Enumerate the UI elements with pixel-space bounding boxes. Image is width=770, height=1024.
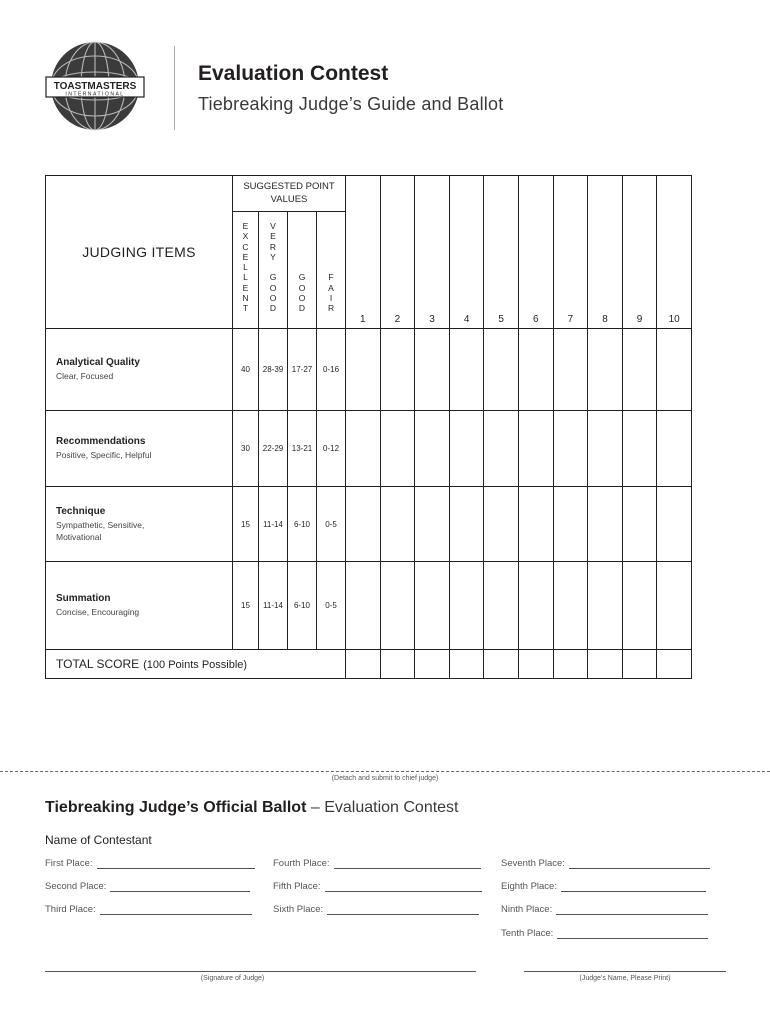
item-recommendations: Recommendations Positive, Specific, Helpful	[46, 411, 233, 487]
total-cell[interactable]	[484, 650, 519, 679]
total-row	[46, 650, 692, 679]
value-excellent: 40	[233, 329, 259, 411]
score-cell[interactable]	[518, 487, 553, 562]
toastmasters-logo	[42, 40, 148, 132]
value-excellent: 15	[233, 562, 259, 650]
value-fair: 0-16	[317, 329, 346, 411]
score-cell[interactable]	[622, 487, 657, 562]
score-cell[interactable]	[588, 411, 623, 487]
score-cell[interactable]	[518, 411, 553, 487]
score-cell[interactable]	[380, 487, 415, 562]
total-cell[interactable]	[518, 650, 553, 679]
first-place-field[interactable]: First Place:	[45, 858, 255, 869]
value-fair: 0-12	[317, 411, 346, 487]
contestant-col-7: 7	[553, 176, 588, 329]
score-cell[interactable]	[588, 329, 623, 411]
score-cell[interactable]	[553, 329, 588, 411]
item-technique: Technique Sympathetic, Sensitive, Motivational	[46, 487, 233, 562]
contestant-col-2: 2	[380, 176, 415, 329]
score-cell[interactable]	[622, 329, 657, 411]
total-cell[interactable]	[449, 650, 484, 679]
value-excellent: 30	[233, 411, 259, 487]
score-cell[interactable]	[346, 329, 381, 411]
detach-instruction: (Detach and submit to chief judge)	[331, 775, 439, 782]
value-good: 13-21	[288, 411, 317, 487]
total-cell[interactable]	[415, 650, 450, 679]
value-very-good: 11-14	[259, 562, 288, 650]
judging-items-header: JUDGING ITEMS	[46, 176, 233, 329]
value-good: 6-10	[288, 562, 317, 650]
contestant-col-4: 4	[449, 176, 484, 329]
header-divider	[174, 46, 175, 130]
sixth-place-field[interactable]: Sixth Place:	[273, 904, 479, 915]
value-good: 6-10	[288, 487, 317, 562]
contestant-col-3: 3	[415, 176, 450, 329]
score-cell[interactable]	[415, 562, 450, 650]
name-of-contestant-label: Name of Contestant	[45, 833, 152, 847]
score-cell[interactable]	[380, 562, 415, 650]
score-cell[interactable]	[657, 487, 692, 562]
signature-line[interactable]	[45, 971, 476, 972]
scale-fair: F A I R	[317, 212, 346, 329]
svg-text:TOASTMASTERS: TOASTMASTERS	[53, 81, 137, 92]
total-cell[interactable]	[622, 650, 657, 679]
table-row	[46, 562, 692, 650]
score-cell[interactable]	[553, 562, 588, 650]
third-place-field[interactable]: Third Place:	[45, 904, 252, 915]
print-name-line[interactable]	[524, 971, 726, 972]
scale-excellent: E X C E L L E N T	[233, 212, 259, 329]
score-cell[interactable]	[588, 562, 623, 650]
item-summation: Summation Concise, Encouraging	[46, 562, 233, 650]
score-cell[interactable]	[449, 487, 484, 562]
value-very-good: 28-39	[259, 329, 288, 411]
score-cell[interactable]	[484, 562, 519, 650]
score-cell[interactable]	[449, 329, 484, 411]
score-cell[interactable]	[346, 562, 381, 650]
score-cell[interactable]	[518, 562, 553, 650]
table-row	[46, 487, 692, 562]
contestant-col-10: 10	[657, 176, 692, 329]
score-cell[interactable]	[415, 329, 450, 411]
value-good: 17-27	[288, 329, 317, 411]
score-cell[interactable]	[449, 562, 484, 650]
value-fair: 0-5	[317, 562, 346, 650]
page-title: Evaluation Contest	[198, 62, 389, 85]
score-cell[interactable]	[553, 411, 588, 487]
total-cell[interactable]	[657, 650, 692, 679]
signature-caption: (Signature of Judge)	[200, 975, 265, 982]
ballot-title: Tiebreaking Judge’s Official Ballot – Evaluation Contest	[45, 799, 459, 816]
score-cell[interactable]	[657, 562, 692, 650]
value-very-good: 11-14	[259, 487, 288, 562]
total-score-label: TOTAL SCORE (100 Points Possible)	[46, 650, 346, 679]
scale-good: G O O D	[288, 212, 317, 329]
contestant-col-1: 1	[346, 176, 381, 329]
value-fair: 0-5	[317, 487, 346, 562]
score-cell[interactable]	[380, 411, 415, 487]
score-cell[interactable]	[484, 411, 519, 487]
score-cell[interactable]	[657, 329, 692, 411]
score-cell[interactable]	[622, 562, 657, 650]
print-name-caption: (Judge’s Name, Please Print)	[579, 975, 671, 982]
seventh-place-field[interactable]: Seventh Place:	[501, 858, 710, 869]
value-excellent: 15	[233, 487, 259, 562]
table-row	[46, 329, 692, 411]
score-cell[interactable]	[449, 411, 484, 487]
total-cell[interactable]	[380, 650, 415, 679]
contestant-col-6: 6	[518, 176, 553, 329]
score-cell[interactable]	[346, 487, 381, 562]
score-cell[interactable]	[415, 411, 450, 487]
score-cell[interactable]	[484, 329, 519, 411]
contestant-col-9: 9	[622, 176, 657, 329]
fourth-place-field[interactable]: Fourth Place:	[273, 858, 481, 869]
score-cell[interactable]	[588, 487, 623, 562]
scale-very-good: V E R Y G O O D	[259, 212, 288, 329]
score-cell[interactable]	[622, 411, 657, 487]
fifth-place-field[interactable]: Fifth Place:	[273, 881, 482, 892]
page-subtitle: Tiebreaking Judge’s Guide and Ballot	[198, 94, 504, 114]
total-cell[interactable]	[346, 650, 381, 679]
contestant-col-8: 8	[588, 176, 623, 329]
score-cell[interactable]	[518, 329, 553, 411]
score-cell[interactable]	[415, 487, 450, 562]
suggested-points-header: SUGGESTED POINT VALUES	[233, 176, 346, 212]
total-cell[interactable]	[588, 650, 623, 679]
tenth-place-field[interactable]: Tenth Place:	[501, 928, 708, 939]
judging-table	[45, 175, 692, 679]
total-cell[interactable]	[553, 650, 588, 679]
second-place-field[interactable]: Second Place:	[45, 881, 250, 892]
svg-text:INTERNATIONAL: INTERNATIONAL	[65, 91, 125, 98]
score-cell[interactable]	[346, 411, 381, 487]
value-very-good: 22-29	[259, 411, 288, 487]
detach-line	[0, 771, 770, 772]
score-cell[interactable]	[657, 411, 692, 487]
table-row	[46, 411, 692, 487]
score-cell[interactable]	[380, 329, 415, 411]
score-cell[interactable]	[484, 487, 519, 562]
item-analytical-quality: Analytical Quality Clear, Focused	[46, 329, 233, 411]
eighth-place-field[interactable]: Eighth Place:	[501, 881, 706, 892]
ninth-place-field[interactable]: Ninth Place:	[501, 904, 708, 915]
contestant-col-5: 5	[484, 176, 519, 329]
score-cell[interactable]	[553, 487, 588, 562]
